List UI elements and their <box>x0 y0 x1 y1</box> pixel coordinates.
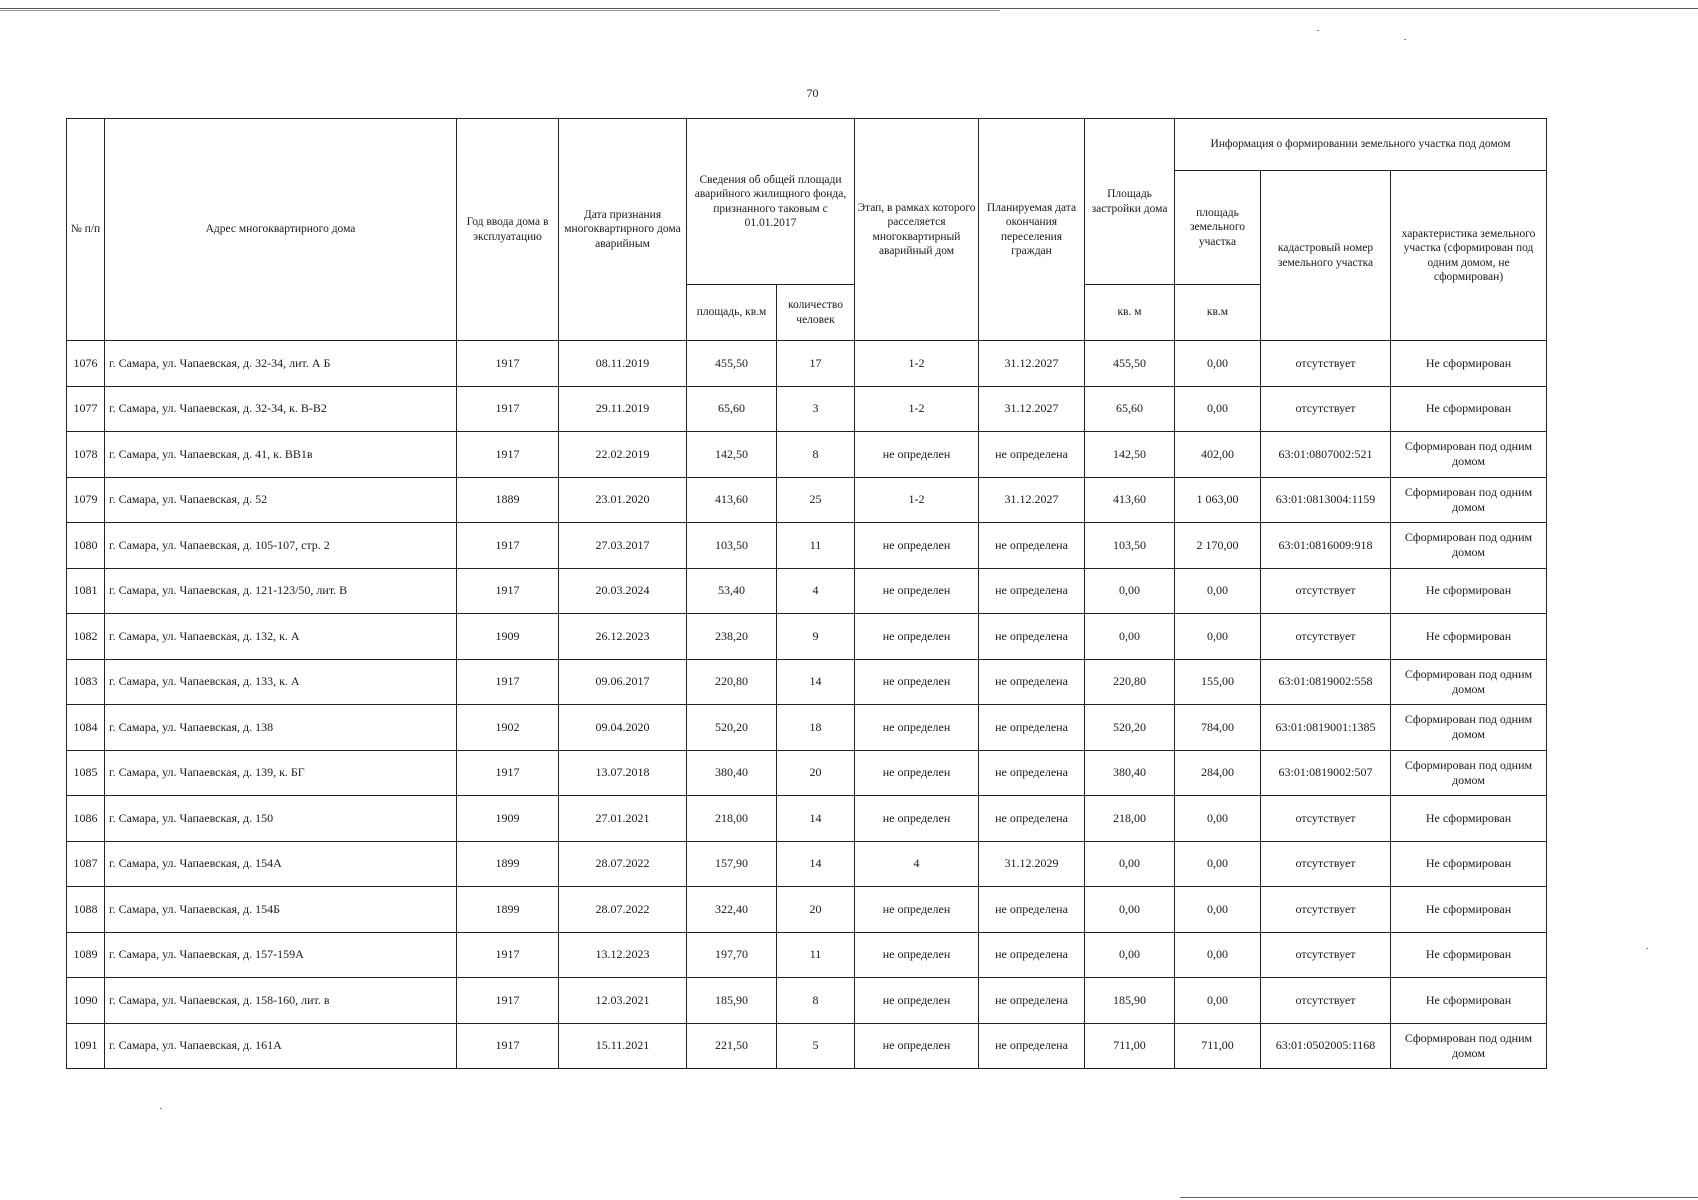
row-cadastral: 63:01:0813004:1159 <box>1261 477 1391 523</box>
row-land-character: Сформирован под одним домом <box>1391 523 1547 569</box>
row-build-area: 142,50 <box>1085 432 1175 478</box>
table-body <box>67 341 1547 1069</box>
table-row <box>67 614 1547 660</box>
row-stage: не определен <box>855 568 979 614</box>
row-people: 5 <box>777 1023 855 1069</box>
row-number: 1084 <box>67 705 105 751</box>
table-row <box>67 750 1547 796</box>
row-stage: 4 <box>855 841 979 887</box>
row-year: 1917 <box>457 432 559 478</box>
row-year: 1917 <box>457 1023 559 1069</box>
row-stage: не определен <box>855 932 979 978</box>
row-planned-date: не определена <box>979 750 1085 796</box>
row-build-area: 103,50 <box>1085 523 1175 569</box>
header-land-area: площадь земельного участка <box>1175 171 1261 285</box>
row-planned-date: не определена <box>979 614 1085 660</box>
row-build-area: 218,00 <box>1085 796 1175 842</box>
row-number: 1090 <box>67 978 105 1024</box>
row-cadastral: отсутствует <box>1261 978 1391 1024</box>
row-people: 25 <box>777 477 855 523</box>
row-area: 380,40 <box>687 750 777 796</box>
row-build-area: 0,00 <box>1085 614 1175 660</box>
row-land-character: Не сформирован <box>1391 932 1547 978</box>
table-row <box>67 978 1547 1024</box>
row-date-emergency: 20.03.2024 <box>559 568 687 614</box>
row-land-character: Сформирован под одним домом <box>1391 1023 1547 1069</box>
row-address: г. Самара, ул. Чапаевская, д. 150 <box>105 796 457 842</box>
row-land-area: 711,00 <box>1175 1023 1261 1069</box>
row-year: 1917 <box>457 978 559 1024</box>
row-number: 1082 <box>67 614 105 660</box>
table-row <box>67 796 1547 842</box>
row-land-area: 284,00 <box>1175 750 1261 796</box>
table-row <box>67 341 1547 387</box>
header-area: площадь, кв.м <box>687 285 777 341</box>
row-cadastral: 63:01:0502005:1168 <box>1261 1023 1391 1069</box>
row-stage: 1-2 <box>855 341 979 387</box>
row-land-area: 0,00 <box>1175 386 1261 432</box>
row-stage: 1-2 <box>855 477 979 523</box>
row-year: 1899 <box>457 841 559 887</box>
row-address: г. Самара, ул. Чапаевская, д. 154А <box>105 841 457 887</box>
row-cadastral: 63:01:0819002:507 <box>1261 750 1391 796</box>
row-people: 14 <box>777 659 855 705</box>
row-year: 1917 <box>457 659 559 705</box>
row-stage: 1-2 <box>855 386 979 432</box>
row-land-area: 0,00 <box>1175 887 1261 933</box>
row-people: 4 <box>777 568 855 614</box>
row-planned-date: не определена <box>979 705 1085 751</box>
row-date-emergency: 23.01.2020 <box>559 477 687 523</box>
row-people: 17 <box>777 341 855 387</box>
row-land-area: 1 063,00 <box>1175 477 1261 523</box>
header-date-emergency: Дата признания многоквартирного дома аварийным <box>559 119 687 341</box>
row-build-area: 380,40 <box>1085 750 1175 796</box>
row-planned-date: не определена <box>979 887 1085 933</box>
row-area: 220,80 <box>687 659 777 705</box>
header-planned-date: Планируемая дата окончания переселения граждан <box>979 119 1085 341</box>
row-number: 1079 <box>67 477 105 523</box>
table-row <box>67 523 1547 569</box>
scan-speck <box>1646 948 1648 949</box>
row-number: 1088 <box>67 887 105 933</box>
row-cadastral: отсутствует <box>1261 568 1391 614</box>
row-build-area: 455,50 <box>1085 341 1175 387</box>
row-date-emergency: 08.11.2019 <box>559 341 687 387</box>
row-number: 1087 <box>67 841 105 887</box>
row-number: 1083 <box>67 659 105 705</box>
header-land-info: Информация о формировании земельного участка под домом <box>1175 119 1547 171</box>
row-planned-date: не определена <box>979 568 1085 614</box>
row-address: г. Самара, ул. Чапаевская, д. 133, к. А <box>105 659 457 705</box>
row-planned-date: 31.12.2027 <box>979 477 1085 523</box>
table-row <box>67 841 1547 887</box>
row-build-area: 413,60 <box>1085 477 1175 523</box>
row-people: 11 <box>777 932 855 978</box>
row-planned-date: не определена <box>979 523 1085 569</box>
scan-edge-top <box>0 8 1698 9</box>
row-land-character: Не сформирован <box>1391 568 1547 614</box>
row-year: 1909 <box>457 614 559 660</box>
row-stage: не определен <box>855 432 979 478</box>
row-build-area: 0,00 <box>1085 932 1175 978</box>
page-number: 70 <box>806 86 819 100</box>
row-stage: не определен <box>855 796 979 842</box>
row-cadastral: 63:01:0816009:918 <box>1261 523 1391 569</box>
row-area: 197,70 <box>687 932 777 978</box>
header-year: Год ввода дома в эксплуатацию <box>457 119 559 341</box>
table-row <box>67 432 1547 478</box>
row-year: 1917 <box>457 523 559 569</box>
header-land-area-unit: кв.м <box>1175 285 1261 341</box>
row-planned-date: не определена <box>979 978 1085 1024</box>
row-build-area: 185,90 <box>1085 978 1175 1024</box>
row-address: г. Самара, ул. Чапаевская, д. 121-123/50, лит. В <box>105 568 457 614</box>
emergency-housing-table <box>66 118 1547 1069</box>
row-date-emergency: 22.02.2019 <box>559 432 687 478</box>
table-row <box>67 1023 1547 1069</box>
scan-speck <box>1317 30 1319 31</box>
row-planned-date: не определена <box>979 796 1085 842</box>
row-date-emergency: 09.06.2017 <box>559 659 687 705</box>
row-stage: не определен <box>855 887 979 933</box>
row-year: 1899 <box>457 887 559 933</box>
row-cadastral: отсутствует <box>1261 614 1391 660</box>
scan-edge-top-shadow <box>0 10 1000 11</box>
row-cadastral: 63:01:0807002:521 <box>1261 432 1391 478</box>
row-address: г. Самара, ул. Чапаевская, д. 32-34, лит. А Б <box>105 341 457 387</box>
row-address: г. Самара, ул. Чапаевская, д. 52 <box>105 477 457 523</box>
row-cadastral: 63:01:0819001:1385 <box>1261 705 1391 751</box>
row-land-character: Сформирован под одним домом <box>1391 750 1547 796</box>
row-date-emergency: 28.07.2022 <box>559 841 687 887</box>
row-address: г. Самара, ул. Чапаевская, д. 157-159А <box>105 932 457 978</box>
row-address: г. Самара, ул. Чапаевская, д. 138 <box>105 705 457 751</box>
row-area: 520,20 <box>687 705 777 751</box>
scan-edge-bottom <box>1180 1197 1698 1198</box>
row-build-area: 220,80 <box>1085 659 1175 705</box>
header-num: № п/п <box>67 119 105 341</box>
row-area: 238,20 <box>687 614 777 660</box>
row-area: 413,60 <box>687 477 777 523</box>
row-address: г. Самара, ул. Чапаевская, д. 32-34, к. В-В2 <box>105 386 457 432</box>
row-planned-date: не определена <box>979 932 1085 978</box>
scan-speck <box>1404 39 1406 40</box>
row-cadastral: отсутствует <box>1261 932 1391 978</box>
table-row <box>67 887 1547 933</box>
row-date-emergency: 26.12.2023 <box>559 614 687 660</box>
row-address: г. Самара, ул. Чапаевская, д. 161А <box>105 1023 457 1069</box>
row-date-emergency: 13.07.2018 <box>559 750 687 796</box>
row-date-emergency: 13.12.2023 <box>559 932 687 978</box>
row-cadastral: отсутствует <box>1261 887 1391 933</box>
table-row <box>67 932 1547 978</box>
row-date-emergency: 09.04.2020 <box>559 705 687 751</box>
row-year: 1909 <box>457 796 559 842</box>
header-land-character: характеристика земельного участка (сформирован под одним домом, не сформирован) <box>1391 171 1547 341</box>
row-stage: не определен <box>855 659 979 705</box>
row-land-character: Сформирован под одним домом <box>1391 432 1547 478</box>
table-row <box>67 568 1547 614</box>
row-stage: не определен <box>855 705 979 751</box>
row-area: 103,50 <box>687 523 777 569</box>
table-row <box>67 477 1547 523</box>
row-land-area: 0,00 <box>1175 341 1261 387</box>
row-number: 1076 <box>67 341 105 387</box>
row-year: 1917 <box>457 932 559 978</box>
row-land-character: Не сформирован <box>1391 614 1547 660</box>
row-build-area: 0,00 <box>1085 568 1175 614</box>
row-stage: не определен <box>855 978 979 1024</box>
row-people: 14 <box>777 841 855 887</box>
row-planned-date: 31.12.2027 <box>979 386 1085 432</box>
row-land-character: Не сформирован <box>1391 386 1547 432</box>
row-people: 11 <box>777 523 855 569</box>
row-number: 1086 <box>67 796 105 842</box>
row-stage: не определен <box>855 614 979 660</box>
row-date-emergency: 29.11.2019 <box>559 386 687 432</box>
row-number: 1089 <box>67 932 105 978</box>
row-land-area: 0,00 <box>1175 978 1261 1024</box>
row-planned-date: не определена <box>979 1023 1085 1069</box>
row-area: 53,40 <box>687 568 777 614</box>
row-build-area: 520,20 <box>1085 705 1175 751</box>
row-area: 157,90 <box>687 841 777 887</box>
row-year: 1917 <box>457 386 559 432</box>
row-people: 14 <box>777 796 855 842</box>
table-header <box>67 119 1547 341</box>
row-address: г. Самара, ул. Чапаевская, д. 158-160, лит. в <box>105 978 457 1024</box>
row-build-area: 0,00 <box>1085 841 1175 887</box>
row-address: г. Самара, ул. Чапаевская, д. 139, к. БГ <box>105 750 457 796</box>
header-people: количество человек <box>777 285 855 341</box>
row-stage: не определен <box>855 1023 979 1069</box>
row-area: 455,50 <box>687 341 777 387</box>
header-stage: Этап, в рамках которого расселяется многоквартирный аварийный дом <box>855 119 979 341</box>
row-land-area: 402,00 <box>1175 432 1261 478</box>
row-land-area: 155,00 <box>1175 659 1261 705</box>
row-address: г. Самара, ул. Чапаевская, д. 105-107, стр. 2 <box>105 523 457 569</box>
row-cadastral: 63:01:0819002:558 <box>1261 659 1391 705</box>
row-build-area: 65,60 <box>1085 386 1175 432</box>
row-date-emergency: 12.03.2021 <box>559 978 687 1024</box>
row-date-emergency: 28.07.2022 <box>559 887 687 933</box>
row-date-emergency: 27.03.2017 <box>559 523 687 569</box>
row-land-character: Сформирован под одним домом <box>1391 705 1547 751</box>
row-stage: не определен <box>855 750 979 796</box>
row-area: 218,00 <box>687 796 777 842</box>
table-row <box>67 386 1547 432</box>
row-people: 18 <box>777 705 855 751</box>
row-land-character: Не сформирован <box>1391 978 1547 1024</box>
row-stage: не определен <box>855 523 979 569</box>
row-number: 1081 <box>67 568 105 614</box>
row-land-character: Сформирован под одним домом <box>1391 659 1547 705</box>
row-number: 1078 <box>67 432 105 478</box>
row-cadastral: отсутствует <box>1261 386 1391 432</box>
row-date-emergency: 15.11.2021 <box>559 1023 687 1069</box>
row-land-area: 0,00 <box>1175 614 1261 660</box>
row-number: 1085 <box>67 750 105 796</box>
row-planned-date: 31.12.2027 <box>979 341 1085 387</box>
row-people: 9 <box>777 614 855 660</box>
row-land-area: 0,00 <box>1175 932 1261 978</box>
row-people: 8 <box>777 432 855 478</box>
scan-speck <box>160 1108 162 1109</box>
table-row <box>67 705 1547 751</box>
row-people: 20 <box>777 750 855 796</box>
header-area-info: Сведения об общей площади аварийного жилищного фонда, признанного таковым с 01.01.2017 <box>687 119 855 285</box>
row-land-area: 2 170,00 <box>1175 523 1261 569</box>
row-land-area: 784,00 <box>1175 705 1261 751</box>
header-address: Адрес многоквартирного дома <box>105 119 457 341</box>
row-people: 3 <box>777 386 855 432</box>
row-year: 1889 <box>457 477 559 523</box>
row-area: 65,60 <box>687 386 777 432</box>
row-address: г. Самара, ул. Чапаевская, д. 154Б <box>105 887 457 933</box>
row-land-area: 0,00 <box>1175 568 1261 614</box>
row-number: 1077 <box>67 386 105 432</box>
row-land-character: Сформирован под одним домом <box>1391 477 1547 523</box>
header-build-area-unit: кв. м <box>1085 285 1175 341</box>
row-planned-date: не определена <box>979 659 1085 705</box>
row-cadastral: отсутствует <box>1261 841 1391 887</box>
row-planned-date: 31.12.2029 <box>979 841 1085 887</box>
row-year: 1917 <box>457 568 559 614</box>
row-build-area: 0,00 <box>1085 887 1175 933</box>
row-land-character: Не сформирован <box>1391 341 1547 387</box>
row-address: г. Самара, ул. Чапаевская, д. 132, к. А <box>105 614 457 660</box>
row-land-character: Не сформирован <box>1391 841 1547 887</box>
row-address: г. Самара, ул. Чапаевская, д. 41, к. ВВ1в <box>105 432 457 478</box>
row-year: 1917 <box>457 341 559 387</box>
row-people: 8 <box>777 978 855 1024</box>
row-land-character: Не сформирован <box>1391 796 1547 842</box>
row-year: 1902 <box>457 705 559 751</box>
row-area: 142,50 <box>687 432 777 478</box>
row-area: 185,90 <box>687 978 777 1024</box>
row-year: 1917 <box>457 750 559 796</box>
row-number: 1080 <box>67 523 105 569</box>
row-cadastral: отсутствует <box>1261 796 1391 842</box>
row-cadastral: отсутствует <box>1261 341 1391 387</box>
table-row <box>67 659 1547 705</box>
row-land-area: 0,00 <box>1175 841 1261 887</box>
row-land-character: Не сформирован <box>1391 887 1547 933</box>
header-build-area: Площадь застройки дома <box>1085 119 1175 285</box>
header-cadastral: кадастровый номер земельного участка <box>1261 171 1391 341</box>
row-area: 221,50 <box>687 1023 777 1069</box>
row-number: 1091 <box>67 1023 105 1069</box>
row-people: 20 <box>777 887 855 933</box>
row-date-emergency: 27.01.2021 <box>559 796 687 842</box>
row-build-area: 711,00 <box>1085 1023 1175 1069</box>
row-land-area: 0,00 <box>1175 796 1261 842</box>
row-area: 322,40 <box>687 887 777 933</box>
row-planned-date: не определена <box>979 432 1085 478</box>
